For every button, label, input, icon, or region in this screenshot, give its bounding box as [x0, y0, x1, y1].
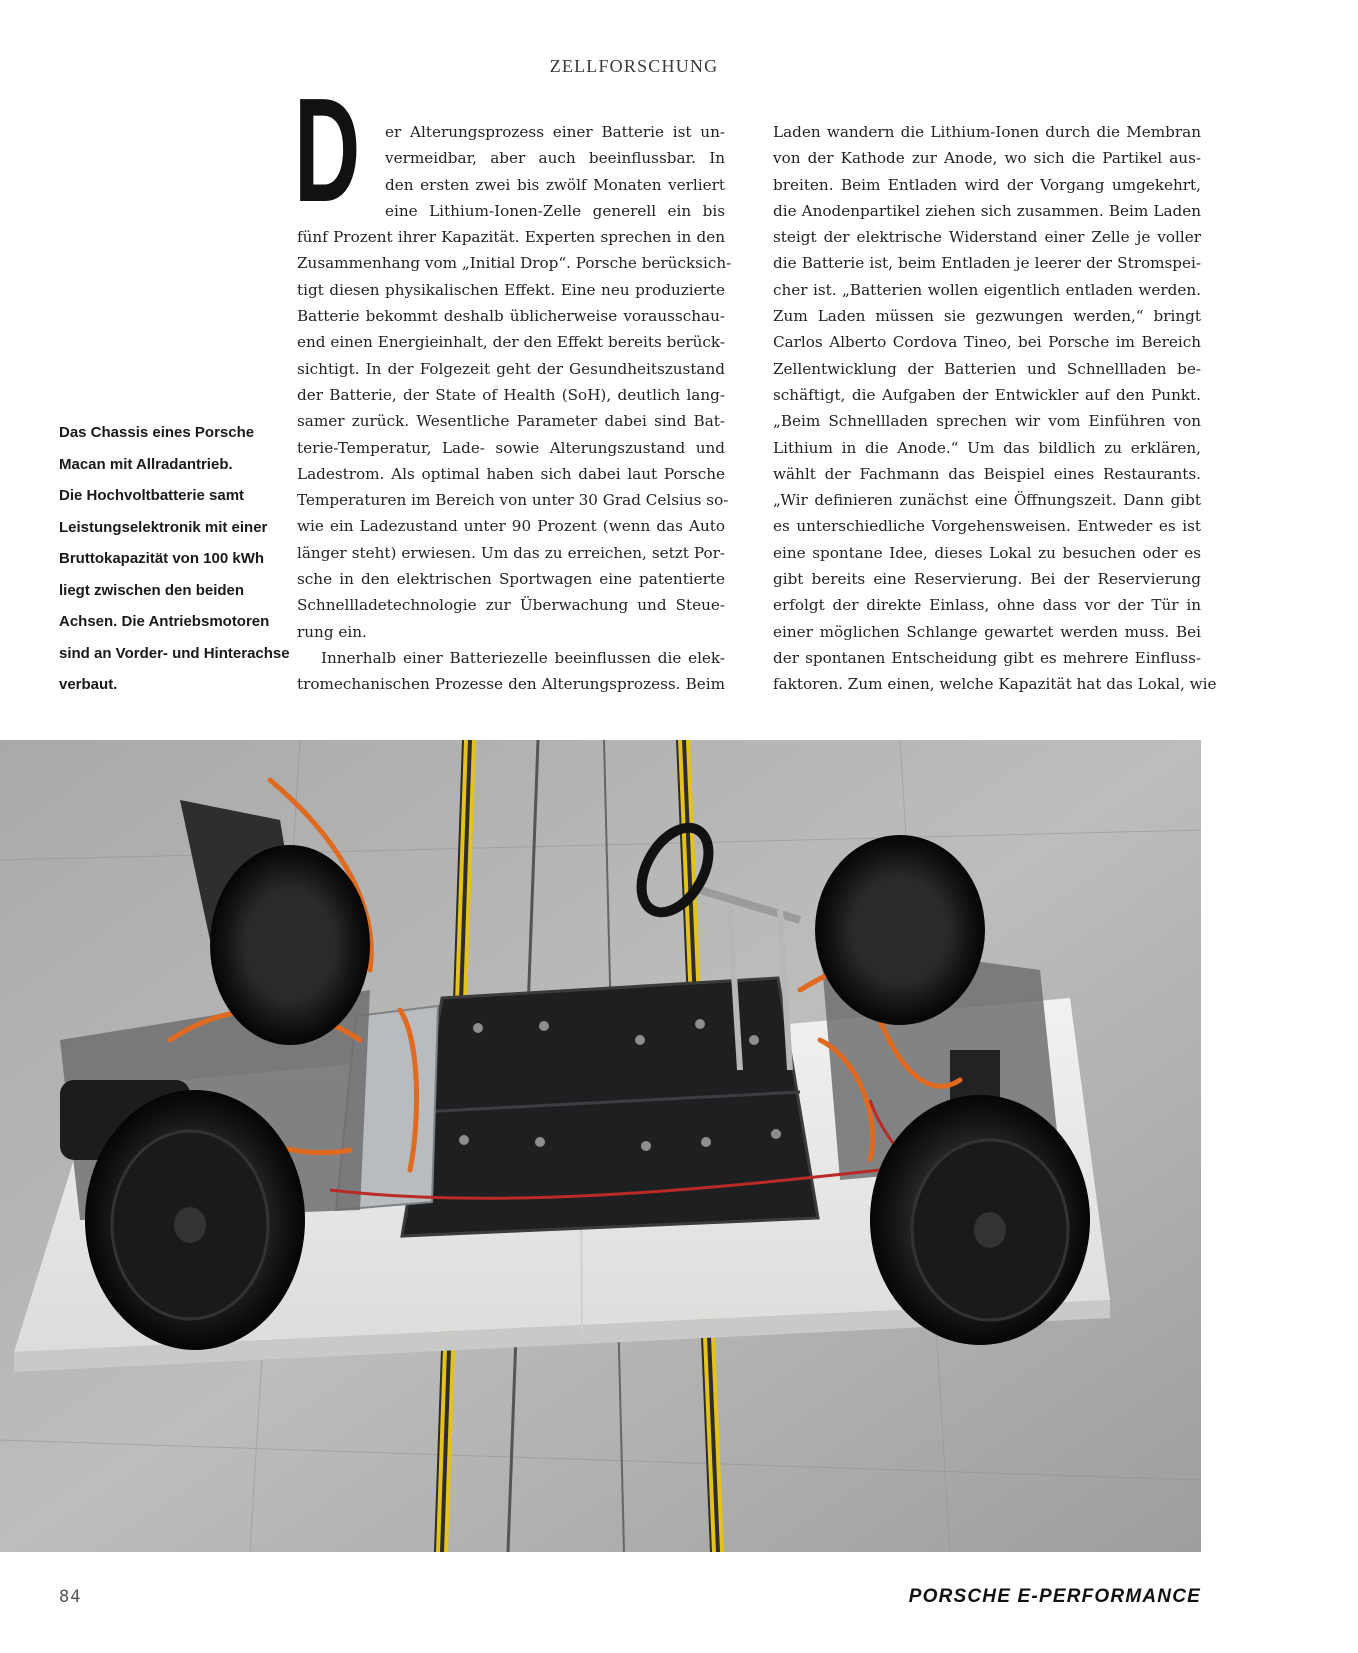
drop-cap: D: [294, 68, 361, 233]
text-line: Innerhalb einer Batteriezelle beeinflussen die elek-: [321, 648, 725, 667]
text-line: faktoren. Zum einen, welche Kapazität hat das Lokal, wie: [773, 675, 1217, 694]
caption-line: verbaut.: [59, 676, 118, 693]
text-line: von der Kathode zur Anode, wo sich die Partikel aus-: [773, 149, 1201, 168]
text-line: sichtigt. In der Folgezeit geht der Gesundheitszustand: [297, 359, 725, 378]
text-line: wie ein Ladezustand unter 90 Prozent (wenn das Auto: [297, 517, 725, 536]
text-line: samer zurück. Wesentliche Parameter dabei sind Bat-: [297, 412, 725, 431]
text-line: sche in den elektrischen Sportwagen eine patentierte: [297, 570, 725, 589]
text-line: breiten. Beim Entladen wird der Vorgang umgekehrt,: [773, 175, 1201, 194]
caption-line: Die Hochvoltbatterie samt: [59, 487, 245, 504]
caption-line: Leistungselektronik mit einer: [59, 518, 268, 536]
text-line: Ladestrom. Als optimal haben sich dabei laut Porsche: [297, 464, 725, 483]
text-line: er Alterungsprozess einer Batterie ist un-: [385, 123, 725, 141]
caption-line: Das Chassis eines Porsche: [59, 424, 255, 441]
text-line: terie-Temperatur, Lade- sowie Alterungszustand und: [297, 438, 725, 457]
text-line: tromechanischen Prozesse den Alterungsprozess. Beim: [297, 675, 725, 694]
text-line: Batterie bekommt deshalb üblicherweise vorausschau-: [297, 307, 725, 326]
text-line: rung ein.: [297, 622, 367, 641]
section-label: ZELLFORSCHUNG: [549, 56, 719, 76]
text-line: Laden wandern die Lithium-Ionen durch die Membran: [773, 123, 1201, 141]
caption-line: liegt zwischen den beiden: [59, 581, 245, 599]
text-line: gibt bereits eine Reservierung. Bei der Reservierung: [773, 570, 1201, 589]
text-line: steigt der elektrische Widerstand einer Zelle je voller: [773, 228, 1201, 247]
caption-line: sind an Vorder- und Hinterachse: [59, 644, 290, 662]
text-line: Zusammenhang vom „Initial Drop“. Porsche berücksich-: [297, 254, 732, 273]
photo-caption: [59, 417, 290, 701]
text-line: Schnellladetechnologie zur Überwachung und Steue-: [297, 596, 725, 615]
text-line: den ersten zwei bis zwölf Monaten verliert: [385, 175, 725, 194]
text-line: fünf Prozent ihrer Kapazität. Experten sprechen in den: [297, 228, 725, 247]
text-line: eine Lithium-Ionen-Zelle generell ein bis: [385, 201, 725, 220]
text-line: der Batterie, der State of Health (SoH), deutlich lang-: [297, 385, 725, 404]
text-line: Carlos Alberto Cordova Tineo, bei Porsche im Bereich: [773, 333, 1201, 352]
page-number: 84: [59, 1587, 82, 1607]
text-line: einer möglichen Schlange gewartet werden muss. Bei: [773, 622, 1201, 641]
text-line: vermeidbar, aber auch beeinflussbar. In: [385, 149, 725, 168]
text-line: Temperaturen im Bereich von unter 30 Grad Celsius so-: [297, 491, 729, 510]
caption-line: Bruttokapazität von 100 kWh: [59, 550, 265, 567]
text-line: erfolgt der direkte Einlass, ohne dass vor der Tür in: [773, 596, 1201, 615]
text-line: länger steht) erwiesen. Um das zu erreichen, setzt Por-: [297, 543, 725, 562]
text-line: end einen Energieinhalt, der den Effekt bereits berück-: [297, 333, 725, 352]
text-line: Zellentwicklung der Batterien und Schnellladen be-: [773, 359, 1201, 378]
text-line: „Beim Schnellladen sprechen wir vom Einführen von: [773, 412, 1201, 431]
text-line: Zum Laden müssen sie gezwungen werden,“ bringt: [773, 307, 1201, 326]
text-line: „Wir definieren zunächst eine Öffnungszeit. Dann gibt: [773, 491, 1201, 510]
text-line: cher ist. „Batterien wollen eigentlich entladen werden.: [773, 280, 1201, 299]
text-line: eine spontane Idee, dieses Lokal zu besuchen oder es: [773, 543, 1201, 562]
text-line: die Anodenpartikel ziehen sich zusammen. Beim Laden: [773, 201, 1201, 220]
text-line: schäftigt, die Aufgaben der Entwickler auf den Punkt.: [773, 385, 1201, 404]
caption-line: Macan mit Allradantrieb.: [59, 455, 233, 473]
text-line: es unterschiedliche Vorgehensweisen. Entweder es ist: [773, 517, 1201, 536]
article-column-left: [297, 119, 732, 698]
text-line: der spontanen Entscheidung gibt es mehrere Einfluss-: [773, 648, 1201, 667]
article-column-right: [773, 119, 1217, 698]
chassis-photo: [0, 740, 1201, 1552]
text-line: Lithium in die Anode.“ Um das bildlich zu erklären,: [773, 438, 1201, 457]
text-line: tigt diesen physikalischen Effekt. Eine neu produzierte: [297, 280, 725, 299]
publication-logo: PORSCHE E-PERFORMANCE: [908, 1586, 1201, 1607]
caption-line: Achsen. Die Antriebsmotoren: [59, 613, 270, 630]
text-line: die Batterie ist, beim Entladen je leerer der Stromspei-: [773, 254, 1201, 273]
text-line: wählt der Fachmann das Beispiel eines Restaurants.: [773, 464, 1201, 483]
